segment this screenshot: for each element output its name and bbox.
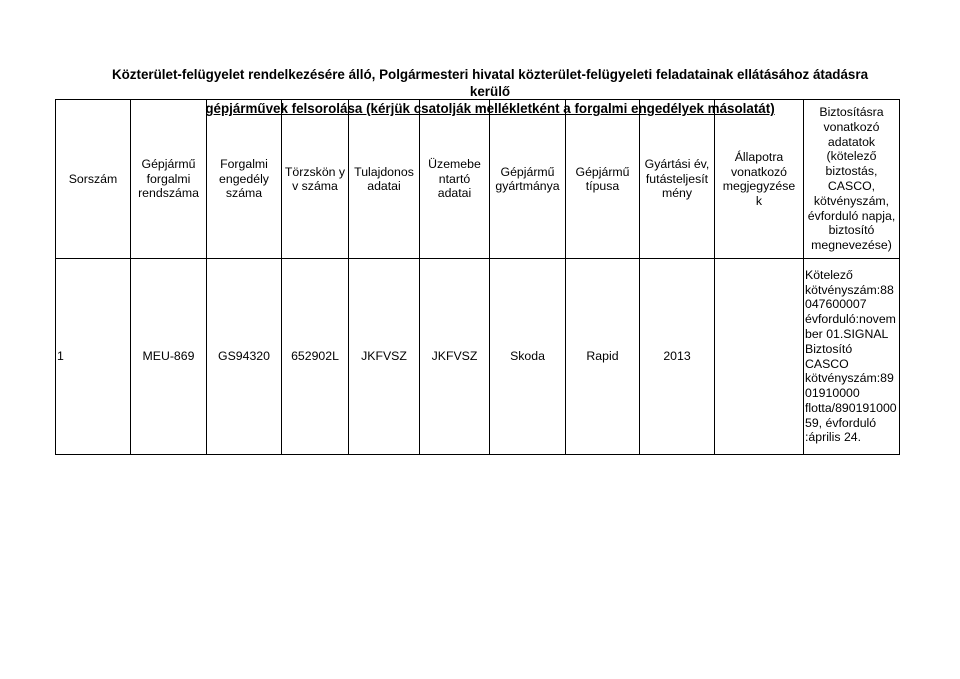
header-cell-biztositas: Biztosításra vonatkozó adatatok (kötelező biztostás, CASCO, kötvényszám, évforduló napja, biztosító megnevezése) [804,100,900,259]
header-cell-sorszam: Sorszám [56,100,131,259]
table-header-row [56,100,900,259]
header-cell-torzskonyv: Törzskön y v száma [282,100,349,259]
header-cell-forgalmi: Forgalmi engedély száma [207,100,282,259]
header-cell-uzembentarto: Üzemebe ntartó adatai [420,100,490,259]
cell-tipus: Rapid [566,259,640,455]
cell-sorszam: 1 [56,259,131,455]
cell-forgalmi: GS94320 [207,259,282,455]
header-cell-gyartasi-ev: Gyártási év, futásteljesít mény [640,100,715,259]
title-line-1: Közterület-felügyelet rendelkezésére álló, Polgármesteri hivatal közterület-felügyeleti feladatainak ellátásához átadásra kerülő [111,67,869,99]
cell-rendszam: MEU-869 [131,259,207,455]
table-row [56,259,900,455]
header-cell-allapot: Állapotra vonatkozó megjegyzése k [715,100,804,259]
vehicle-table [55,99,900,455]
header-cell-tipus: Gépjármű típusa [566,100,640,259]
cell-biztositas: Kötelező kötvényszám:88 047600007 évforduló:novem ber 01.SIGNAL Biztosító CASCO kötvényszám:89 01910000 flotta/890191000 59, évforduló :április 24. [804,259,900,455]
cell-tulajdonos: JKFVSZ [349,259,420,455]
cell-gyartmany: Skoda [490,259,566,455]
cell-uzembentarto: JKFVSZ [420,259,490,455]
cell-gyartasi-ev: 2013 [640,259,715,455]
title-line-2: gépjárművek felsorolása (kérjük csatolják mellékletként a forgalmi engedélyek másolatát) [205,101,775,116]
header-cell-rendszam: Gépjármű forgalmi rendszáma [131,100,207,259]
cell-torzskonyv: 652902L [282,259,349,455]
header-cell-gyartmany: Gépjármű gyártmánya [490,100,566,259]
cell-allapot [715,259,804,455]
header-cell-tulajdonos: Tulajdonos adatai [349,100,420,259]
